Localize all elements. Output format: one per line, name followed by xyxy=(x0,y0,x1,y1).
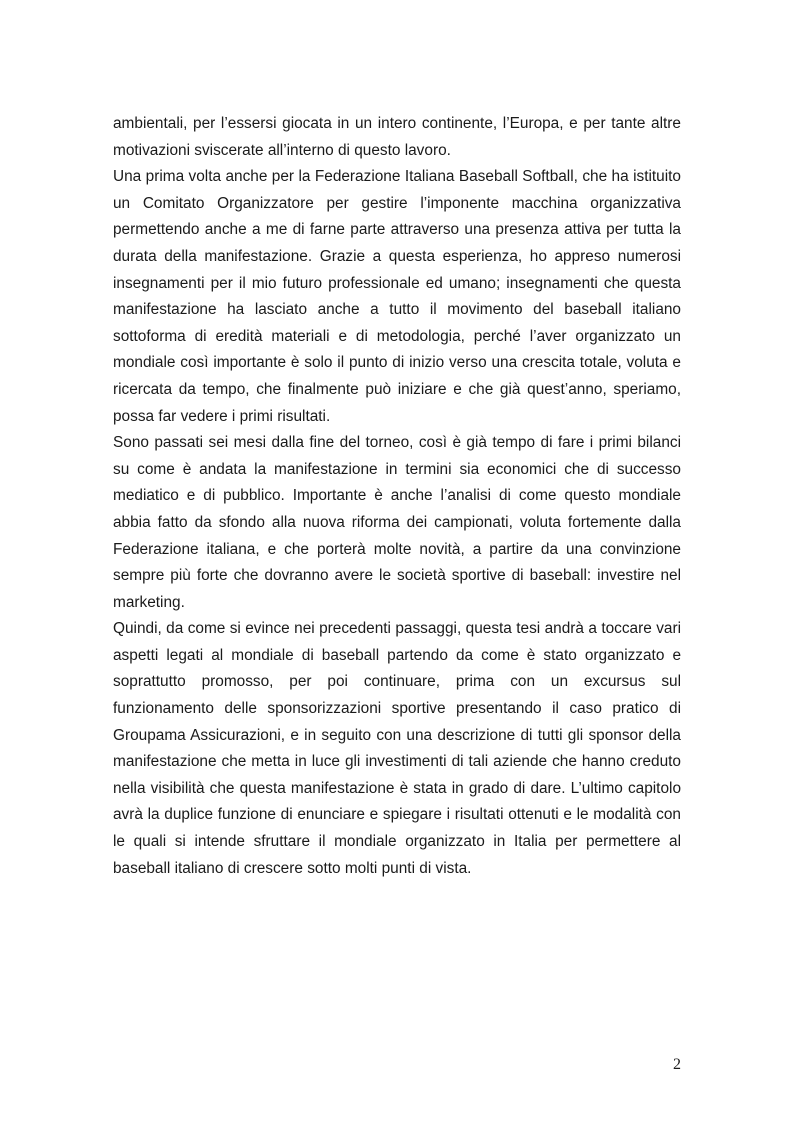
paragraph-4: Quindi, da come si evince nei precedenti passaggi, questa tesi andrà a toccare vari aspetti legati al mondiale di baseball partendo da come è stato organizzato e soprattutto promosso, per poi continuare, prima con un excursus sul funzionamento delle sponsorizzazioni sportive presentando il caso pratico di Groupama Assicurazioni, e in seguito con una descrizione di tutti gli sponsor della manifestazione che metta in luce gli investimenti di tali aziende che hanno creduto nella visibilità che questa manifestazione è stata in grado di dare. L’ultimo capitolo avrà la duplice funzione di enunciare e spiegare i risultati ottenuti e le modalità con le quali si intende sfruttare il mondiale organizzato in Italia per permettere al baseball italiano di crescere sotto molti punti di vista. xyxy=(113,620,681,877)
page-number: 2 xyxy=(673,1056,681,1073)
body-text xyxy=(113,111,681,882)
paragraph-3: Sono passati sei mesi dalla fine del torneo, così è già tempo di fare i primi bilanci su come è andata la manifestazione in termini sia economici che di successo mediatico e di pubblico. Importante è anche l’analisi di come questo mondiale abbia fatto da sfondo alla nuova riforma dei campionati, voluta fortemente dalla Federazione italiana, e che porterà molte novità, a partire da una convinzione sempre più forte che dovranno avere le società sportive di baseball: investire nel marketing. xyxy=(113,434,681,611)
paragraph-2: Una prima volta anche per la Federazione Italiana Baseball Softball, che ha istituito un Comitato Organizzatore per gestire l’imponente macchina organizzativa permettendo anche a me di farne parte attraverso una presenza attiva per tutta la durata della manifestazione. Grazie a questa esperienza, ho appreso numerosi insegnamenti per il mio futuro professionale ed umano; insegnamenti che questa manifestazione ha lasciato anche a tutto il movimento del baseball italiano sottoforma di eredità materiali e di metodologia, perché l’aver organizzato un mondiale così importante è solo il punto di inizio verso una crescita totale, voluta e ricercata da tempo, che finalmente può iniziare e che già quest’anno, speriamo, possa far vedere i primi risultati. xyxy=(113,168,681,425)
paragraph-1: ambientali, per l’essersi giocata in un intero continente, l’Europa, e per tante altre motivazioni sviscerate all’interno di questo lavoro. xyxy=(113,115,681,159)
